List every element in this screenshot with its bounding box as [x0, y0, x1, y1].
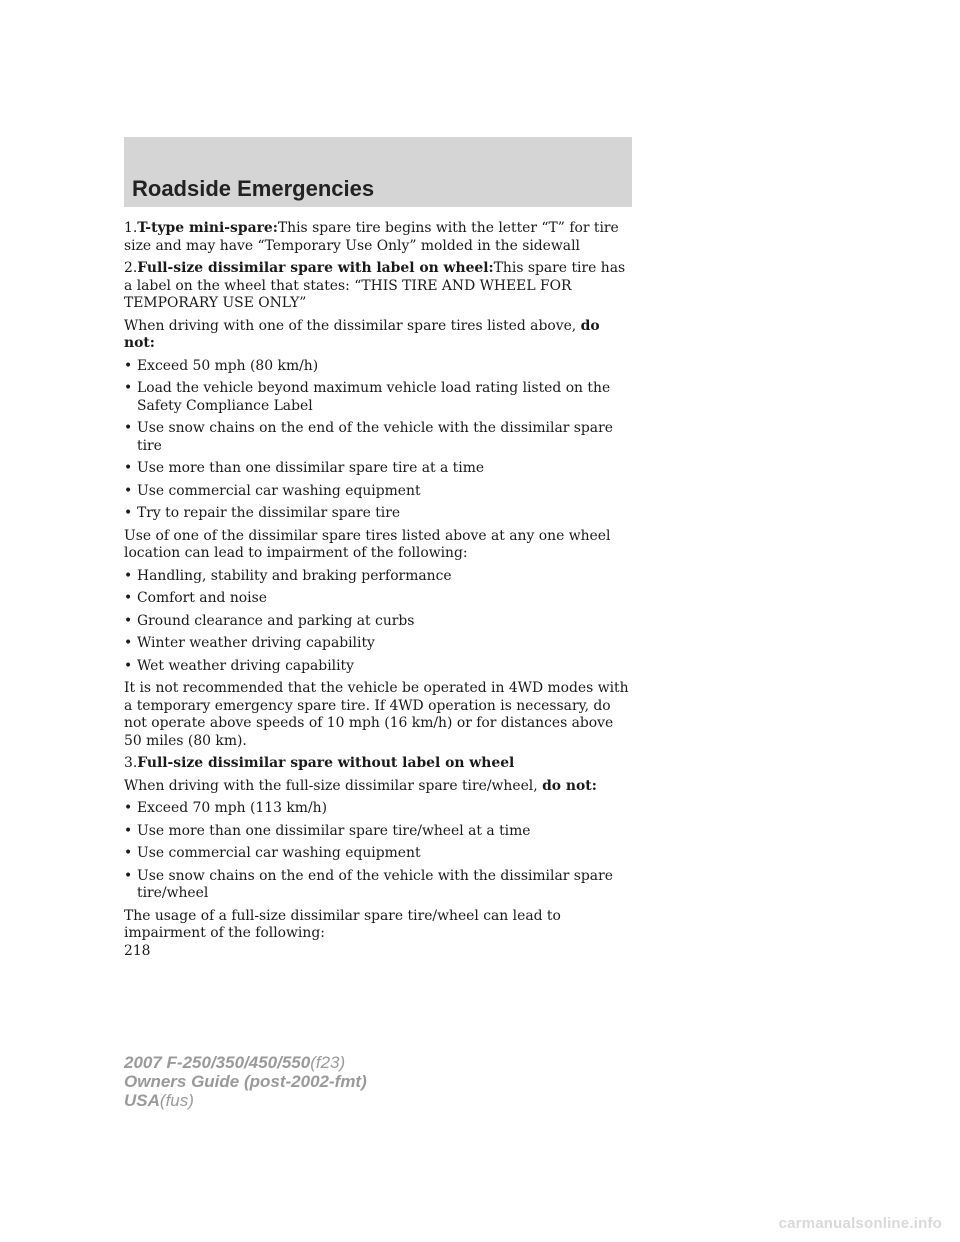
bullet-icon: • — [124, 657, 133, 674]
bullet-icon: • — [124, 505, 133, 521]
document-footer — [124, 1053, 367, 1110]
section-title: Roadside Emergencies — [132, 176, 375, 201]
list-item: • Use snow chains on the end of the vehicle with the dissimilar spare tire — [124, 420, 613, 454]
dissimilar-spare-restrictions-list — [124, 358, 634, 523]
footer-line-3: USA(fus) — [124, 1091, 194, 1110]
tire-type-2: 2.Full-size dissimilar spare with label on wheel:This spare tire has a label on the wheel that states: “THIS TIRE AND WHEEL FOR TEMPORARY USE ONLY” — [124, 260, 626, 311]
tire-type-3: 3.Full-size dissimilar spare without label on wheel — [124, 755, 515, 771]
tire-type-2-label: Full-size dissimilar spare with label on wheel: — [137, 260, 494, 276]
section-header-band — [124, 137, 632, 207]
bullet-icon: • — [124, 822, 133, 839]
bullet-icon: • — [124, 420, 133, 436]
watermark: carmanualsonline.info — [778, 1215, 942, 1232]
list-item: • Ground clearance and parking at curbs — [124, 612, 415, 629]
tire-type-1: 1.T-type mini-spare:This spare tire begins with the letter “T” for tire size and may have “Temporary Use Only” molded in the sidewall — [124, 220, 619, 254]
tire-type-1-label: T-type mini-spare: — [137, 220, 278, 236]
tire-type-1-text: This spare tire begins with the letter “T” for tire size and may have “Temporary Use Only” molded in the sidewall — [124, 220, 619, 254]
list-item: • Use more than one dissimilar spare tire at a time — [124, 460, 485, 476]
footer-line-2: Owners Guide (post-2002-fmt) — [124, 1072, 367, 1091]
full-size-impairment-paragraph: The usage of a full-size dissimilar spare tire/wheel can lead to impairment of the following: — [124, 907, 561, 941]
impairment-list — [124, 568, 634, 676]
bullet-icon: • — [124, 800, 133, 816]
list-item: • Exceed 70 mph (113 km/h) — [124, 800, 327, 816]
bullet-icon: • — [124, 635, 133, 651]
list-item: • Try to repair the dissimilar spare tire — [124, 505, 401, 521]
bullet-icon: • — [124, 590, 133, 606]
full-size-spare-restrictions-list — [124, 800, 634, 903]
full-size-spare-intro: When driving with the full-size dissimilar spare tire/wheel, do not: — [124, 777, 597, 794]
list-item: • Handling, stability and braking performance — [124, 567, 452, 584]
page-content — [124, 220, 634, 948]
tire-type-2-text: This spare tire has a label on the wheel that states: “THIS TIRE AND WHEEL FOR TEMPORARY USE ONLY” — [124, 260, 626, 311]
bullet-icon: • — [124, 845, 133, 861]
list-item: • Use commercial car washing equipment — [124, 845, 421, 861]
list-item: • Use snow chains on the end of the vehicle with the dissimilar spare tire/wheel — [124, 867, 613, 901]
footer-line-1: 2007 F-250/350/450/550(f23) — [124, 1053, 346, 1072]
impairment-paragraph: Use of one of the dissimilar spare tires listed above at any one wheel location can lead to impairment of the following: — [124, 527, 611, 561]
list-item: • Winter weather driving capability — [124, 635, 375, 651]
list-item: • Load the vehicle beyond maximum vehicle load rating listed on the Safety Compliance Label — [124, 380, 611, 414]
bullet-icon: • — [124, 482, 133, 499]
dissimilar-spare-intro: When driving with one of the dissimilar spare tires listed above, do not: — [124, 317, 600, 351]
bullet-icon: • — [124, 380, 133, 396]
list-item: • Wet weather driving capability — [124, 657, 354, 674]
list-item: • Use commercial car washing equipment — [124, 482, 421, 499]
4wd-paragraph: It is not recommended that the vehicle be operated in 4WD modes with a temporary emergency spare tire. If 4WD operation is necessary, do not operate above speeds of 10 mph (16 km/h) or for distances above 50 miles (80 km). — [124, 680, 629, 749]
bullet-icon: • — [124, 460, 133, 476]
list-item: • Comfort and noise — [124, 590, 267, 606]
list-item: • Use more than one dissimilar spare tire/wheel at a time — [124, 822, 531, 839]
page-number: 218 — [124, 943, 151, 959]
bullet-icon: • — [124, 567, 133, 584]
bullet-icon: • — [124, 357, 133, 374]
tire-type-3-label: Full-size dissimilar spare without label on wheel — [137, 755, 515, 771]
list-item: • Exceed 50 mph (80 km/h) — [124, 357, 319, 374]
bullet-icon: • — [124, 867, 133, 884]
bullet-icon: • — [124, 612, 133, 629]
